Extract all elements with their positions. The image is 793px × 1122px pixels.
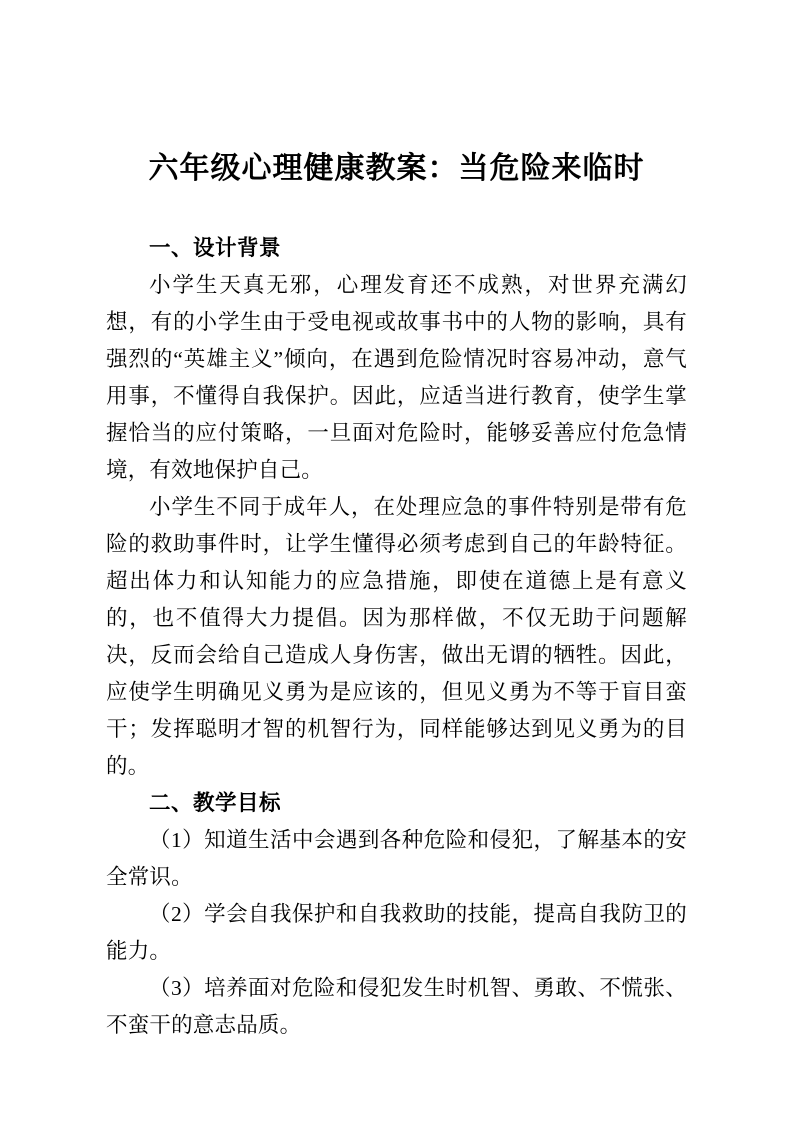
teaching-goal-item-2: （2）学会自我保护和自我救助的技能，提高自我防卫的能力。 — [106, 902, 687, 963]
design-background-paragraph-2: 小学生不同于成年人，在处理应急的事件特别是带有危险的救助事件时，让学生懂得必须考虑到自己的年龄特征。超出体力和认知能力的应急措施，即使在道德上是有意义的，也不值得大力提倡。因为那样做，不仅无助于问题解决，反而会给自己造成人身伤害，做出无谓的牺牲。因此，应使学生明确见义勇为是应该的，但见义勇为不等于盲目蛮干；发挥聪明才智的机智行为，同样能够达到见义勇为的目的。 — [106, 495, 687, 778]
section-heading-design-background: 一、设计背景 — [149, 236, 282, 260]
section-heading-teaching-goals: 二、教学目标 — [149, 791, 282, 815]
design-background-paragraph-1: 小学生天真无邪，心理发育还不成熟，对世界充满幻想，有的小学生由于受电视或故事书中的人物的影响，具有强烈的“英雄主义”倾向，在遇到危险情况时容易冲动，意气用事，不懂得自我保护。因此，应适当进行教育，使学生掌握恰当的应付策略，一旦面对危险时，能够妥善应付危急情境，有效地保护自己。 — [106, 273, 687, 482]
document-title: 六年级心理健康教案：当危险来临时 — [148, 152, 645, 185]
teaching-goal-item-1: （1）知道生活中会遇到各种危险和侵犯，了解基本的安全常识。 — [106, 828, 687, 889]
teaching-goal-item-3: （3）培养面对危险和侵犯发生时机智、勇敢、不慌张、不蛮干的意志品质。 — [106, 976, 687, 1037]
